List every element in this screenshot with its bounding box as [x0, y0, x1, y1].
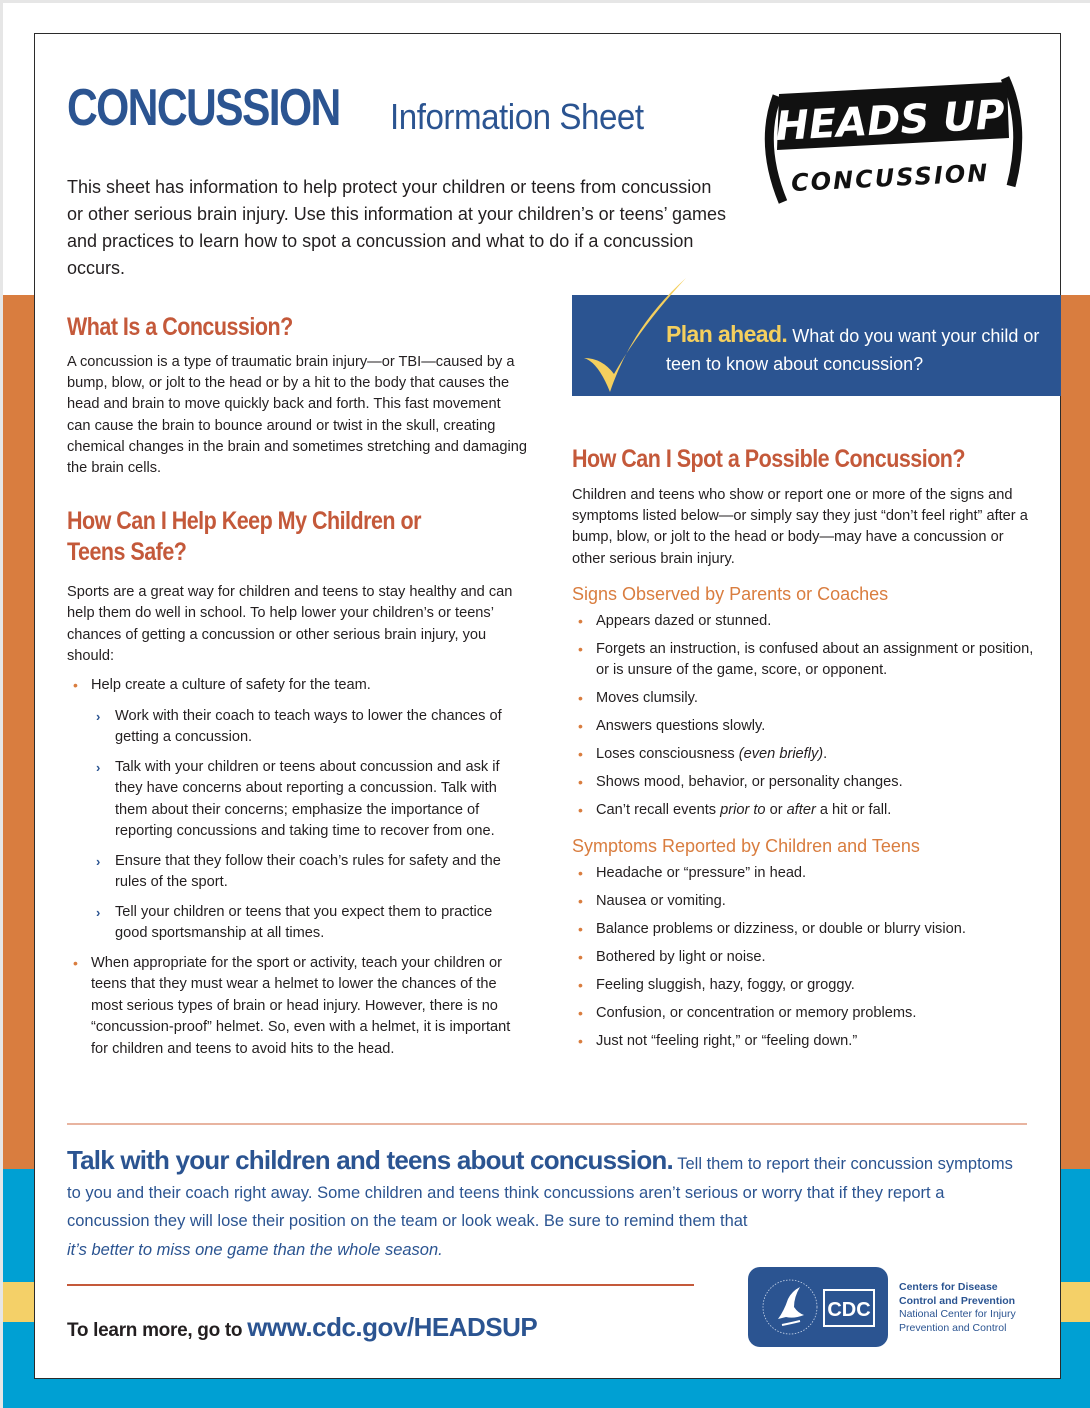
chevron-right-icon: › — [96, 904, 101, 920]
plan-ahead-text — [666, 320, 1046, 378]
info-sheet — [34, 33, 1061, 1379]
what-is-body: A concussion is a type of traumatic brain injury—or TBI—caused by a bump, blow, or jolt to the head or by a hit to the body that causes the head and brain to move quickly back and forth. This fast movement can cause the brain to bounce around or twist in the skull, creating chemical changes in the brain and sometimes stretching and damaging the brain cells. — [67, 354, 527, 477]
bullet-icon: • — [578, 746, 583, 763]
list-item: • Nausea or vomiting. — [572, 891, 1037, 913]
title-sub: Information Sheet — [390, 96, 644, 137]
list-item: • Loses consciousness (even briefly). — [572, 744, 1037, 766]
bullet-icon: • — [578, 1032, 583, 1049]
list-item: • Confusion, or concentration or memory problems. — [572, 1003, 1037, 1025]
list-item: • Forgets an instruction, is confused about an assignment or position, or is unsure of the game, score, or opponent. — [578, 640, 1034, 679]
intro-paragraph: This sheet has information to help protect your children or teens from concussion or other serious brain injury. Use this information at your children’s or teens’ games and practices to learn how to spot a concussion and what to do if a concussion occurs. — [67, 177, 726, 278]
list-item: • Just not “feeling right,” or “feeling down.” — [572, 1031, 1037, 1053]
keep-safe-heading-line1: How Can I Help Keep My Children or — [67, 507, 421, 536]
keep-safe-heading — [67, 506, 463, 568]
list-item: • Appears dazed or stunned. — [572, 611, 1037, 633]
signs-heading: Signs Observed by Parents or Coaches — [572, 583, 889, 604]
list-item: • Moves clumsily. — [572, 688, 1037, 710]
list-item: • Help create a culture of safety for the team. › Work with their coach to teach ways to lower the chances of getting a concussion. › Talk with your children or teens about concussion and ask if they have concerns about reporting a concussion. Talk with them about their concerns; emphasize the importance of reporting concussions and taking time to recover from one. › Ensure that they follow their coach’s rules for safety and the rules of the sport. › Tell your children or teens that you expect them to practice good sportsmanship at all times. — [67, 675, 527, 945]
right-column — [572, 444, 1037, 1059]
bullet-icon: • — [73, 954, 78, 971]
list-item: • Balance problems or dizziness, or double or blurry vision. — [572, 919, 1037, 941]
title-main: CONCUSSION — [67, 79, 340, 137]
spot-body: Children and teens who show or report one or more of the signs and symptoms listed below—or simply say they just “don’t feel right” after a bump, blow, or jolt to the head or body—may have a concussion or other serious brain injury. — [572, 487, 1028, 567]
list-item: • Answers questions slowly. — [572, 716, 1037, 738]
headsup-link[interactable]: www.cdc.gov/HEADSUP — [247, 1312, 538, 1342]
left-column — [67, 312, 527, 1067]
list-item: › Tell your children or teens that you expect them to practice good sportsmanship at all times. — [96, 903, 493, 942]
heads-up-logo — [755, 74, 1025, 209]
list-item: • Bothered by light or noise. — [572, 947, 1037, 969]
learn-more-prefix: To learn more, go to — [67, 1320, 248, 1341]
bullet-icon: • — [578, 1004, 583, 1021]
list-item: • Can’t recall events prior to or after a hit or fall. — [572, 800, 1037, 822]
bullet-icon: • — [578, 774, 583, 791]
top-edge-strip — [0, 0, 1090, 3]
talk-strong: Talk with your children and teens about concussion. — [67, 1145, 673, 1175]
bullet-icon: • — [578, 690, 583, 707]
list-item: › Ensure that they follow their coach’s rules for safety and the rules of the sport. — [96, 852, 501, 891]
bullet-icon: • — [578, 718, 583, 735]
plan-ahead-question: What do you want your child or teen to know about concussion? — [666, 326, 1040, 374]
keep-safe-body: Sports are a great way for children and teens to stay healthy and can help them do well in school. To help lower your children’s or teens’ chances of getting a concussion or other serious brain injury, you should: — [67, 584, 513, 664]
list-item: › Talk with your children or teens about concussion and ask if they have concerns about reporting a concussion. Talk with them about their concerns; emphasize the importance of reporting concussions and taking time to recover from one. — [96, 758, 500, 840]
talk-text: Tell them to report their concussion symptoms to you and their coach right away. Some children and teens think concussions aren’t serious or worry that if they report a concussion they will lose their position on the team or look weak. Be sure to remind them that — [67, 1155, 1013, 1230]
talk-paragraph — [67, 1146, 1027, 1264]
keep-safe-heading-line2: Teens Safe? — [67, 538, 187, 567]
bullet-icon: • — [73, 677, 78, 694]
bullet-icon: • — [578, 948, 583, 965]
logo-line1: HEADS UP — [774, 92, 1006, 150]
bullet-icon: • — [578, 612, 583, 629]
list-item: • Shows mood, behavior, or personality changes. — [572, 772, 1037, 794]
bullet-icon: • — [578, 864, 583, 881]
symptoms-list — [572, 863, 1037, 1053]
page-title — [67, 78, 644, 138]
cdc-logo-text: CDC — [827, 1299, 871, 1321]
bullet-icon: • — [578, 892, 583, 909]
keep-safe-list — [67, 675, 527, 1060]
chevron-right-icon: › — [96, 759, 101, 775]
list-item: • Headache or “pressure” in head. — [572, 863, 1037, 885]
bullet-icon: • — [578, 802, 583, 819]
section-divider — [67, 1123, 1027, 1125]
list-item: › Work with their coach to teach ways to lower the chances of getting a concussion. — [96, 707, 502, 746]
bullet-icon: • — [578, 920, 583, 937]
bullet-icon: • — [578, 976, 583, 993]
talk-emphasis: it’s better to miss one game than the whole season. — [67, 1240, 443, 1259]
spot-heading: How Can I Spot a Possible Concussion? — [572, 445, 966, 473]
learn-more — [67, 1312, 537, 1343]
symptoms-heading: Symptoms Reported by Children and Teens — [572, 835, 920, 856]
hhs-eagle-icon — [748, 1267, 888, 1347]
list-item: • Feeling sluggish, hazy, foggy, or groggy. — [572, 975, 1037, 997]
keep-safe-sublist — [91, 706, 527, 945]
what-is-heading: What Is a Concussion? — [67, 313, 293, 341]
footer-divider — [67, 1284, 694, 1286]
logo-line2: CONCUSSION — [790, 158, 990, 198]
cdc-name: Centers for Disease Control and Prevention National Center for Injury Prevention and Control — [899, 1281, 1016, 1334]
cdc-logo — [748, 1267, 888, 1347]
list-item: • When appropriate for the sport or activity, teach your children or teens that they must wear a helmet to lower the chances of the most serious types of brain or head injury. However, there is no “concussion-proof” helmet. So, even with a helmet, it is important for children and teens to avoid hits to the head. — [73, 954, 511, 1057]
plan-ahead-strong: Plan ahead. — [666, 321, 788, 347]
chevron-right-icon: › — [96, 708, 101, 724]
signs-list — [572, 611, 1037, 822]
bullet-icon: • — [578, 640, 583, 657]
chevron-right-icon: › — [96, 853, 101, 869]
